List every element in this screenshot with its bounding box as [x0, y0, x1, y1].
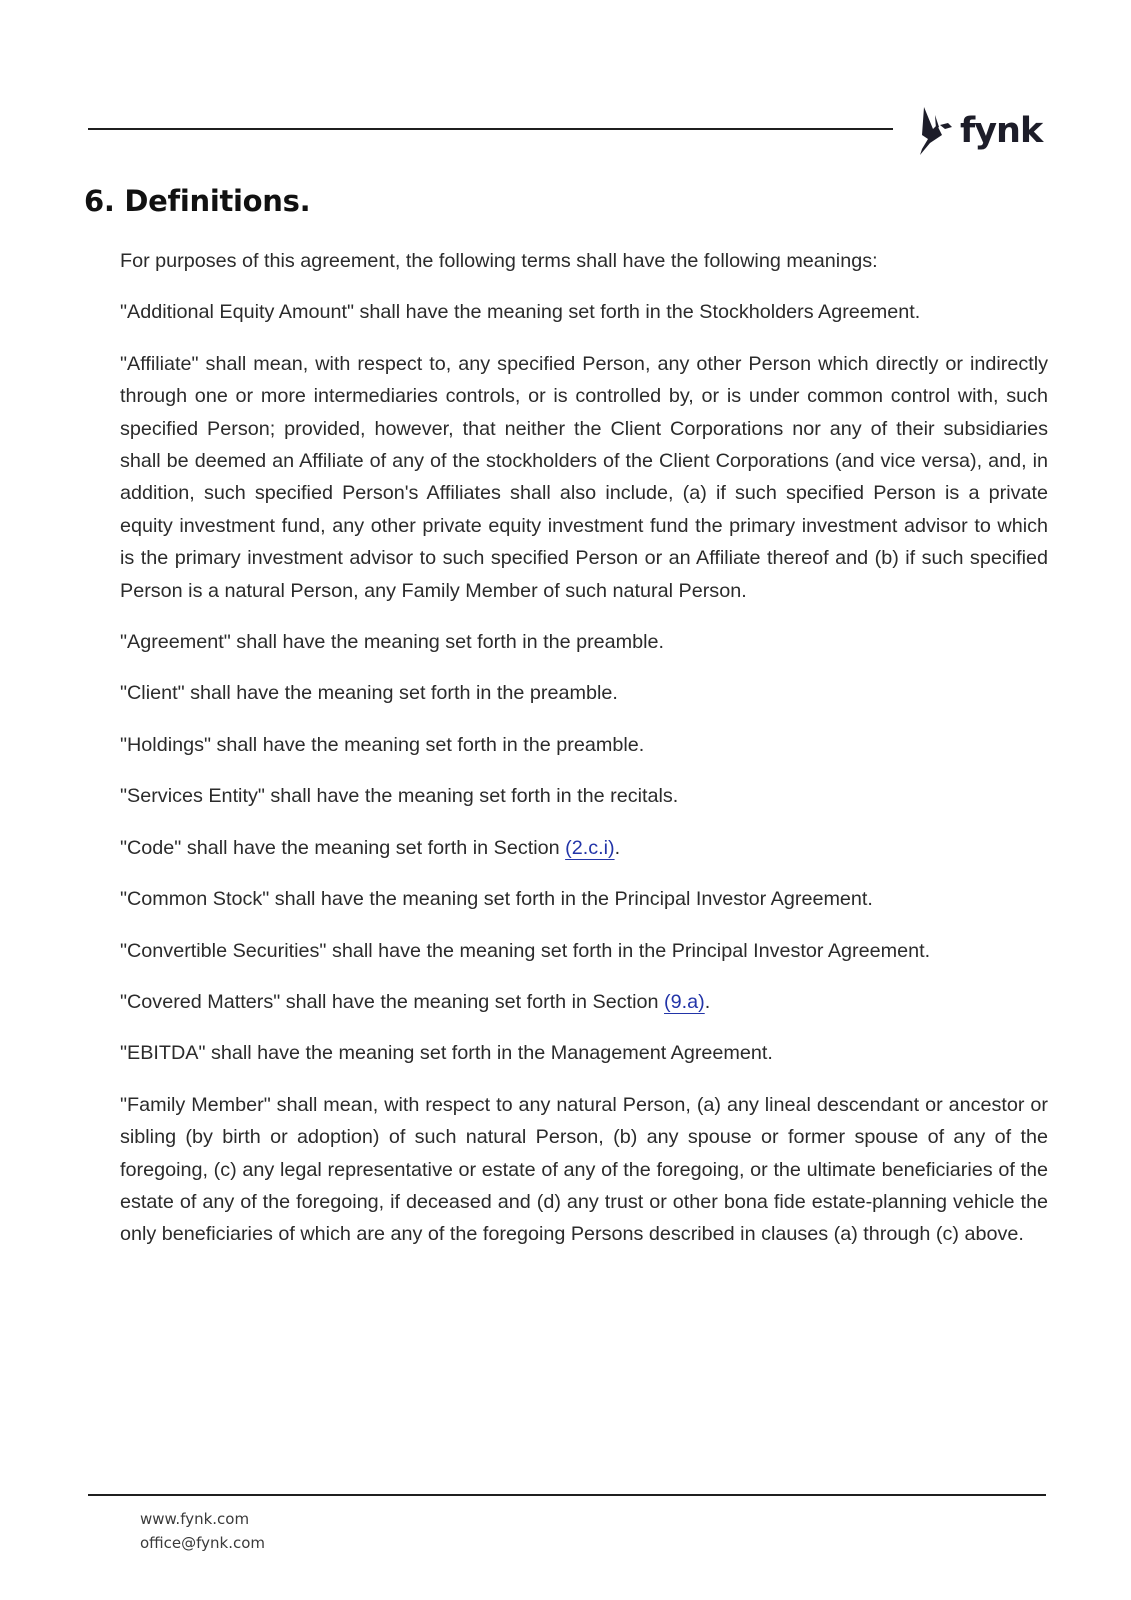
definition-agreement: "Agreement" shall have the meaning set forth in the preamble.	[120, 631, 665, 654]
section-ref-link-9a[interactable]: (9.a)	[664, 990, 705, 1013]
definition-covered-end: .	[704, 990, 711, 1013]
intro-paragraph: For purposes of this agreement, the following terms shall have the following meanings:	[120, 250, 878, 272]
footer-email: office@fynk.com	[140, 1534, 266, 1552]
definition-covered-matters	[120, 986, 1048, 1018]
bird-icon	[918, 105, 952, 157]
definitions-body	[120, 245, 1048, 1270]
definition-services-entity: "Services Entity" shall have the meaning set forth in the recitals.	[120, 785, 679, 808]
definition-convertible-securities: "Convertible Securities" shall have the meaning set forth in the Principal Investor Agreement.	[120, 939, 931, 962]
definition-code-text: "Code" shall have the meaning set forth in Section	[120, 836, 566, 859]
definition-ebitda: "EBITDA" shall have the meaning set forth in the Management Agreement.	[120, 1042, 773, 1065]
header-divider	[88, 128, 893, 130]
footer-contact	[140, 1507, 265, 1555]
footer-divider	[88, 1494, 1046, 1496]
definition-common-stock: "Common Stock" shall have the meaning set forth in the Principal Investor Agreement.	[120, 888, 873, 911]
definition-code-end: .	[614, 836, 621, 859]
section-title: 6. Definitions.	[84, 184, 311, 218]
fynk-logo	[918, 103, 1042, 159]
definition-family-member: "Family Member" shall mean, with respect to any natural Person, (a) any lineal descendant or ancestor or sibling (by birth or adoption) of such natural Person, (b) any spouse or former spouse of any of the foregoing, (c) any legal representative or estate of any of the foregoing, or the ultimate beneficiaries of the estate of any of the foregoing, if deceased and (d) any trust or other bona fide estate-planning vehicle the only beneficiaries of which are any of the foregoing Persons described in clauses (a) through (c) above.	[120, 1093, 1048, 1246]
definition-covered-text: "Covered Matters" shall have the meaning set forth in Section	[120, 990, 665, 1013]
definition-affiliate: "Affiliate" shall mean, with respect to, any specified Person, any other Person which directly or indirectly through one or more intermediaries controls, or is controlled by, or is under common control with, such specified Person; provided, however, that neither the Client Corporations nor any of their subsidiaries shall be deemed an Affiliate of any of the stockholders of the Client Corporations (and vice versa), and, in addition, such specified Person's Affiliates shall also include, (a) if such specified Person is a private equity investment fund, any other private equity investment fund the primary investment advisor to which is the primary investment advisor to such specified Person or an Affiliate thereof and (b) if such specified Person is a natural Person, any Family Member of such natural Person.	[120, 352, 1048, 602]
footer-website: www.fynk.com	[140, 1510, 250, 1528]
logo-wordmark: fynk	[960, 110, 1043, 151]
definition-holdings: "Holdings" shall have the meaning set forth in the preamble.	[120, 733, 645, 756]
section-ref-link-2ci[interactable]: (2.c.i)	[565, 836, 615, 859]
definition-code	[120, 832, 1048, 864]
definition-additional-equity-amount: "Additional Equity Amount" shall have the meaning set forth in the Stockholders Agreement.	[120, 301, 921, 324]
definition-client: "Client" shall have the meaning set forth in the preamble.	[120, 682, 618, 705]
